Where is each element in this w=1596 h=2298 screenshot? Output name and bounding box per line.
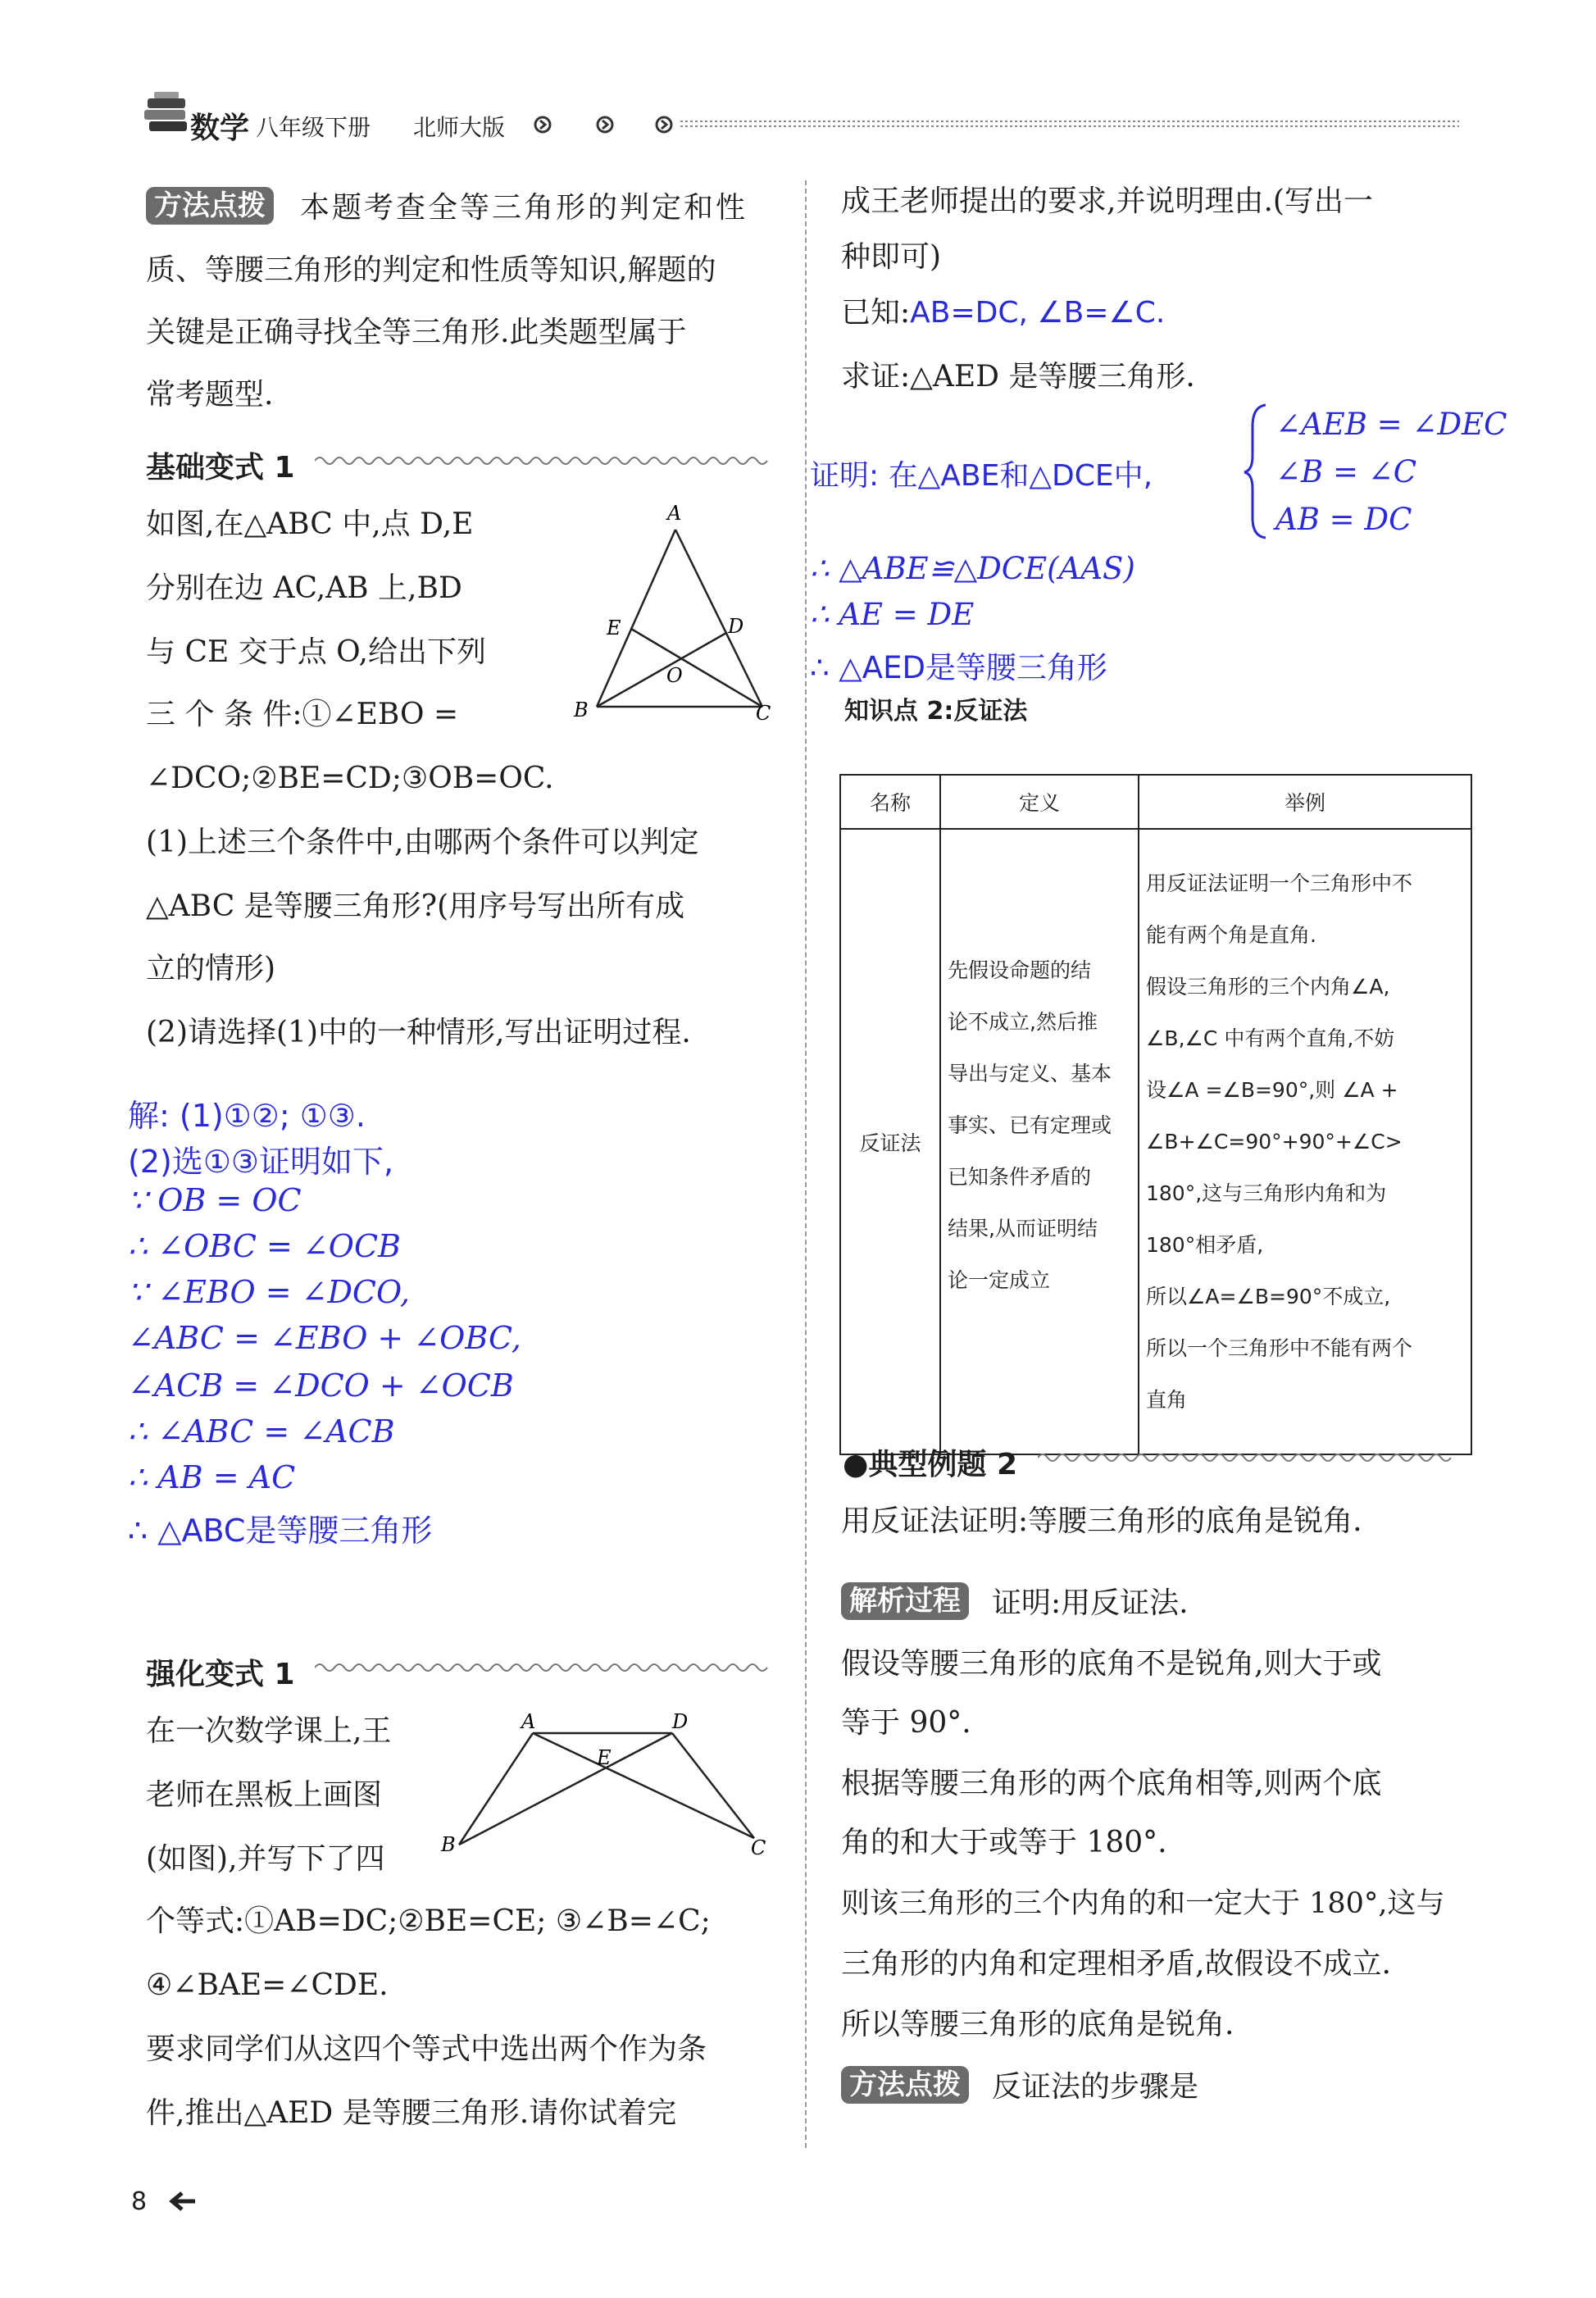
- problem-line: (1)上述三个条件中,由哪两个条件可以判定: [146, 826, 699, 859]
- table-row: [840, 829, 1471, 1454]
- problem-line: 老师在黑板上画图: [146, 1778, 383, 1812]
- problem-line: 分别在边 AC,AB 上,BD: [146, 571, 462, 605]
- analysis-line: 角的和大于或等于 180°.: [841, 1826, 1167, 1859]
- question-line: 用反证法证明:等腰三角形的底角是锐角.: [841, 1504, 1362, 1538]
- figure-label-O: O: [666, 664, 683, 687]
- figure-label-A: A: [521, 1710, 536, 1733]
- example-line: 所以∠A=∠B=90°不成立,: [1146, 1285, 1391, 1308]
- book-stack-icon: [143, 92, 192, 143]
- crossed-trapezoid-figure: [434, 1705, 779, 1861]
- method-tip-label: 方法点拨: [146, 187, 274, 225]
- table-cell-name: 反证法: [840, 829, 940, 1454]
- example-line: ∠B+∠C=90°+90°+∠C>: [1146, 1130, 1403, 1154]
- section-title: 强化变式 1: [146, 1658, 295, 1691]
- answer-line: ∠ABC = ∠EBO + ∠OBC,: [128, 1320, 521, 1356]
- figure-label-B: B: [441, 1833, 456, 1856]
- definition-line: 事实、已有定理或: [948, 1113, 1112, 1137]
- method-tip-line: 关键是正确寻找全等三角形.此类题型属于: [146, 316, 687, 349]
- section-title: ●典型例题 2: [843, 1448, 1017, 1481]
- answer-line: (2)选①③证明如下,: [128, 1144, 394, 1180]
- problem-line: (如图),并写下了四: [146, 1842, 385, 1876]
- analysis-line: 所以等腰三角形的底角是锐角.: [841, 2008, 1235, 2041]
- header-grade: 八年级下册: [256, 114, 371, 141]
- example-line: 180°相矛盾,: [1146, 1233, 1264, 1257]
- problem-line: ∠DCO;②BE=CD;③OB=OC.: [146, 762, 554, 795]
- definition-line: 论一定成立: [948, 1268, 1051, 1292]
- figure-label-C: C: [751, 1836, 766, 1859]
- arrow-left-icon: [166, 2189, 198, 2214]
- definition-line: 论不成立,然后推: [948, 1010, 1098, 1034]
- problem-line: 要求同学们从这四个等式中选出两个作为条: [146, 2032, 707, 2066]
- example-line: 180°,这与三角形内角和为: [1146, 1181, 1387, 1205]
- analysis-line: 根据等腰三角形的两个底角相等,则两个底: [841, 1767, 1382, 1800]
- answer-line: 解: (1)①②; ①③.: [128, 1098, 366, 1134]
- method-tip-label: 方法点拨: [841, 2066, 969, 2104]
- problem-line: 成王老师提出的要求,并说明理由.(写出一: [841, 184, 1373, 218]
- proof-line: ∴ △ABE≌△DCE(AAS): [810, 551, 1135, 586]
- wavy-divider: [1038, 1449, 1464, 1466]
- known-line: [841, 297, 1165, 330]
- problem-line: 立的情形): [146, 952, 276, 985]
- example-line: 直角: [1146, 1388, 1188, 1412]
- problem-line: 个等式:①AB=DC;②BE=CE; ③∠B=∠C;: [146, 1904, 711, 1938]
- answer-line: ∵ ∠EBO = ∠DCO,: [128, 1274, 411, 1310]
- prove-line: 求证:△AED 是等腰三角形.: [841, 360, 1195, 394]
- problem-line: ④∠BAE=∠CDE.: [146, 1968, 389, 2002]
- table-header-cell: 定义: [940, 775, 1139, 829]
- definition-line: 导出与定义、基本: [948, 1062, 1112, 1085]
- figure-label-C: C: [756, 702, 771, 725]
- problem-line: 如图,在△ABC 中,点 D,E: [146, 507, 474, 541]
- table-header-row: [840, 775, 1471, 829]
- wavy-divider: [315, 453, 774, 469]
- figure-label-E: E: [597, 1746, 612, 1769]
- definition-line: 结果,从而证明结: [948, 1217, 1098, 1240]
- analysis-line: 假设等腰三角形的底角不是锐角,则大于或: [841, 1647, 1382, 1681]
- brace-line: AB = DC: [1275, 502, 1412, 537]
- wavy-divider: [315, 1659, 774, 1676]
- analysis-line: 则该三角形的三个内角的和一定大于 180°,这与: [841, 1887, 1445, 1920]
- figure-label-D: D: [672, 1710, 689, 1733]
- method-tip-line: 质、等腰三角形的判定和性质等知识,解题的: [146, 253, 716, 287]
- answer-line: ∵ OB = OC: [128, 1182, 302, 1218]
- analysis-line: 证明:用反证法.: [992, 1586, 1189, 1620]
- table-header-cell: 举例: [1139, 775, 1471, 829]
- brace-line: ∠B = ∠C: [1275, 454, 1417, 489]
- problem-line: △ABC 是等腰三角形?(用序号写出所有成: [146, 890, 685, 923]
- example-line: 用反证法证明一个三角形中不: [1146, 871, 1413, 895]
- left-brace: [1243, 402, 1271, 541]
- method-tip-line: 常考题型.: [146, 378, 274, 412]
- problem-line: 种即可): [841, 240, 942, 274]
- answer-line: ∴ AB = AC: [128, 1459, 296, 1495]
- proof-by-contradiction-table: [839, 774, 1472, 1455]
- analysis-line: 三角形的内角和定理相矛盾,故假设不成立.: [841, 1947, 1391, 1981]
- table-cell-example: [1139, 829, 1471, 1454]
- method-tip-text: 反证法的步骤是: [992, 2070, 1199, 2104]
- definition-line: 已知条件矛盾的: [948, 1165, 1092, 1189]
- section-title: 基础变式 1: [146, 451, 295, 485]
- problem-line: 在一次数学课上,王: [146, 1714, 392, 1748]
- knowledge-point-title: 知识点 2:反证法: [844, 697, 1028, 726]
- known-prefix: 已知:: [841, 296, 911, 330]
- proof-line: ∴ △AED是等腰三角形: [810, 650, 1107, 685]
- answer-line: ∠ACB = ∠DCO + ∠OCB: [128, 1367, 514, 1404]
- brace-line: ∠AEB = ∠DEC: [1275, 407, 1507, 442]
- example-line: 假设三角形的三个内角∠A,: [1146, 975, 1390, 999]
- analysis-line: 等于 90°.: [841, 1706, 971, 1740]
- problem-line: 三 个 条 件:①∠EBO =: [146, 698, 459, 731]
- example-line: 所以一个三角形中不能有两个: [1146, 1336, 1413, 1360]
- analysis-label: 解析过程: [841, 1582, 969, 1620]
- header-subject: 数学: [190, 111, 250, 145]
- figure-label-B: B: [574, 699, 589, 721]
- page-number: 8: [131, 2187, 148, 2216]
- column-divider: [805, 180, 807, 2148]
- known-handwritten: AB=DC, ∠B=∠C.: [910, 296, 1166, 330]
- triangle-figure-1: [566, 500, 787, 730]
- answer-line: ∴ △ABC是等腰三角形: [128, 1513, 433, 1549]
- example-line: 设∠A =∠B=90°,则 ∠A +: [1146, 1078, 1398, 1102]
- proof-intro: 证明: 在△ABE和△DCE中,: [810, 459, 1153, 493]
- method-tip-line: 本题考查全等三角形的判定和性: [300, 191, 748, 225]
- proof-line: ∴ AE = DE: [810, 597, 975, 632]
- definition-line: 先假设命题的结: [948, 958, 1092, 982]
- problem-line: (2)请选择(1)中的一种情形,写出证明过程.: [146, 1016, 691, 1049]
- answer-line: ∴ ∠OBC = ∠OCB: [128, 1228, 401, 1264]
- figure-label-E: E: [607, 617, 621, 639]
- header-edition: 北师大版: [413, 114, 506, 141]
- problem-line: 与 CE 交于点 O,给出下列: [146, 635, 487, 669]
- example-line: ∠B,∠C 中有两个直角,不妨: [1146, 1026, 1395, 1050]
- answer-line: ∴ ∠ABC = ∠ACB: [128, 1413, 395, 1449]
- figure-label-A: A: [667, 502, 682, 525]
- table-header-cell: 名称: [840, 775, 940, 829]
- table-cell-definition: [940, 829, 1139, 1454]
- figure-label-D: D: [728, 615, 744, 638]
- problem-line: 件,推出△AED 是等腰三角形.请你试着完: [146, 2096, 677, 2130]
- header-decoration: [533, 113, 1467, 138]
- example-line: 能有两个角是直角.: [1146, 923, 1316, 947]
